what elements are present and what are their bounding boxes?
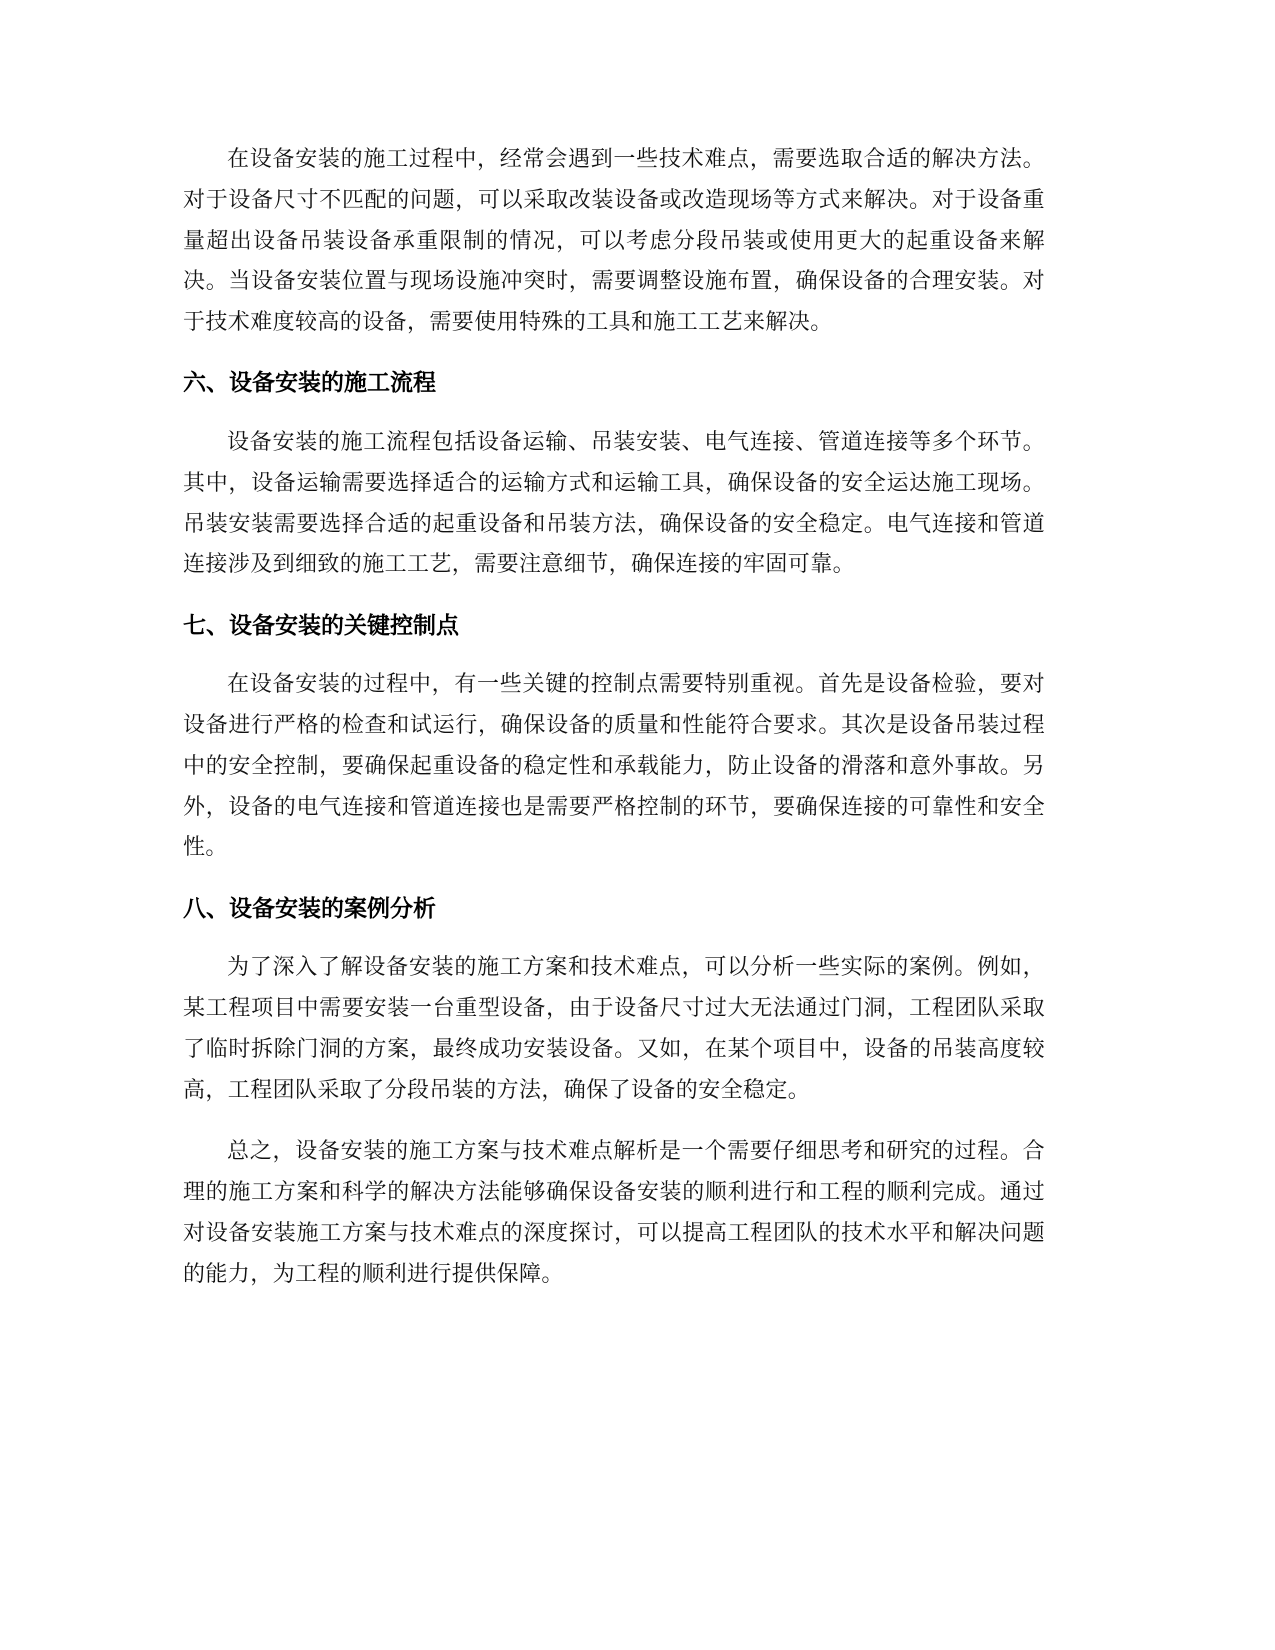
paragraph-technical-difficulties: 在设备安装的施工过程中，经常会遇到一些技术难点，需要选取合适的解决方法。对于设备尺寸不匹配的问题，可以采取改装设备或改造现场等方式来解决。对于设备重量超出设备吊装设备承重限制的情况，可以考虑分段吊装或使用更大的起重设备来解决。当设备安装位置与现场设施冲突时，需要调整设施布置，确保设备的合理安装。对于技术难度较高的设备，需要使用特殊的工具和施工工艺来解决。 — [183, 147, 1045, 336]
heading-construction-process: 六、设备安装的施工流程 — [183, 369, 436, 396]
paragraph-case-analysis: 为了深入了解设备安装的施工方案和技术难点，可以分析一些实际的案例。例如，某工程项目中需要安装一台重型设备，由于设备尺寸过大无法通过门洞，工程团队采取了临时拆除门洞的方案，最终成功安装设备。又如，在某个项目中，设备的吊装高度较高，工程团队采取了分段吊装的方法，确保了设备的安全稳定。 — [183, 955, 1045, 1103]
heading-case-analysis: 八、设备安装的案例分析 — [183, 896, 436, 923]
paragraph-construction-process: 设备安装的施工流程包括设备运输、吊装安装、电气连接、管道连接等多个环节。其中，设备运输需要选择适合的运输方式和运输工具，确保设备的安全运达施工现场。吊装安装需要选择合适的起重设备和吊装方法，确保设备的安全稳定。电气连接和管道连接涉及到细致的施工工艺，需要注意细节，确保连接的牢固可靠。 — [183, 429, 1045, 578]
heading-key-control-points: 七、设备安装的关键控制点 — [183, 613, 459, 640]
document-page — [183, 140, 1045, 1296]
paragraph-key-control-points: 在设备安装的过程中，有一些关键的控制点需要特别重视。首先是设备检验，要对设备进行严格的检查和试运行，确保设备的质量和性能符合要求。其次是设备吊装过程中的安全控制，要确保起重设备的稳定性和承载能力，防止设备的滑落和意外事故。另外，设备的电气连接和管道连接也是需要严格控制的环节，要确保连接的可靠性和安全性。 — [183, 672, 1045, 861]
paragraph-conclusion: 总之，设备安装的施工方案与技术难点解析是一个需要仔细思考和研究的过程。合理的施工方案和科学的解决方法能够确保设备安装的顺利进行和工程的顺利完成。通过对设备安装施工方案与技术难点的深度探讨，可以提高工程团队的技术水平和解决问题的能力，为工程的顺利进行提供保障。 — [183, 1139, 1045, 1287]
